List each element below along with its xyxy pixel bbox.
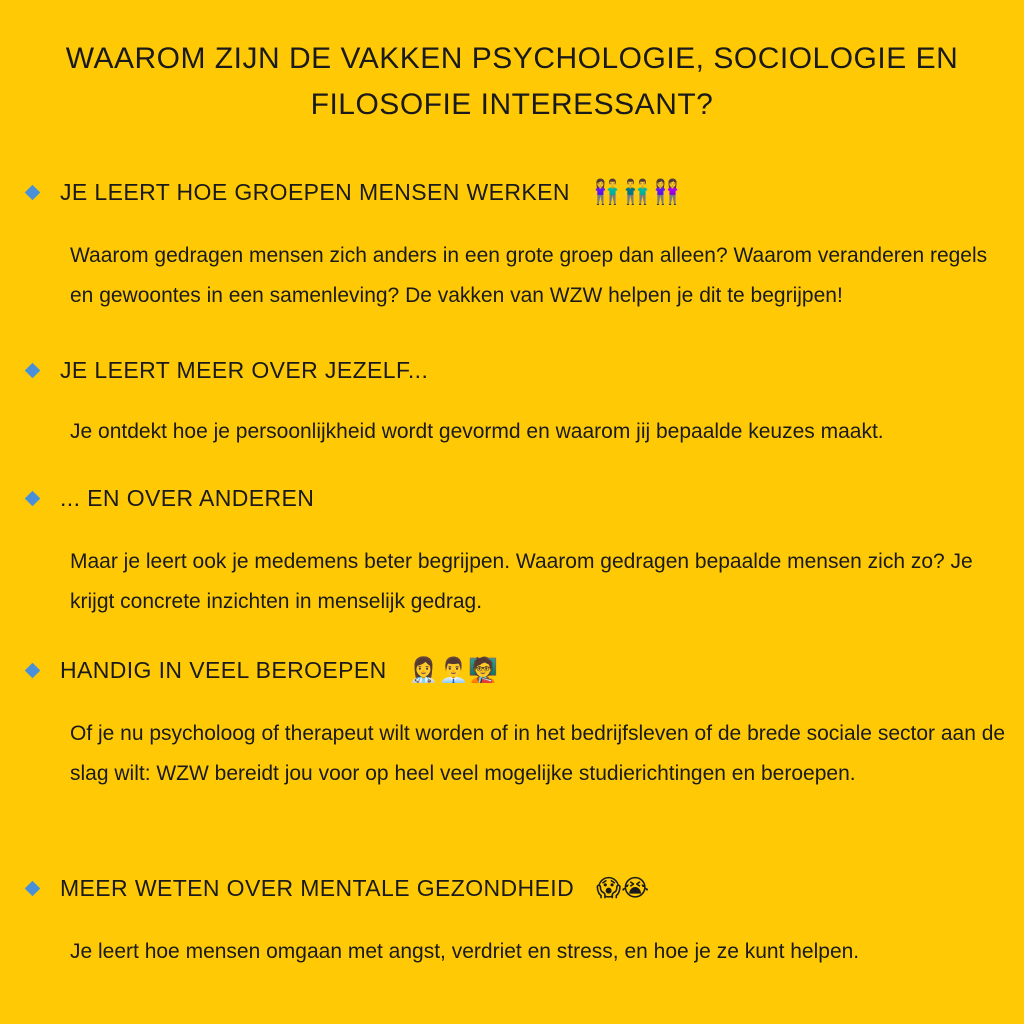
section-heading (24, 174, 682, 210)
heading-text: JE LEERT MEER OVER JEZELF... (60, 356, 429, 383)
page-title (0, 36, 1024, 128)
diamond-bullet-icon (25, 880, 41, 896)
section-heading (24, 652, 498, 688)
heading-text: JE LEERT HOE GROEPEN MENSEN WERKEN (60, 178, 570, 205)
section-text: Je leert hoe mensen omgaan met angst, verdriet en stress, en hoe je ze kunt helpen. (70, 940, 860, 963)
section-text: Of je nu psycholoog of therapeut wilt worden of in het bedrijfsleven of de brede sociale sector aan de slag wilt: WZW bereidt jou voor op heel veel mogelijke studierichtingen en beroepen. (70, 722, 1006, 785)
diamond-bullet-icon (25, 184, 41, 200)
section-text: Maar je leert ook je medemens beter begrijpen. Waarom gedragen bepaalde mensen zich zo? Je krijgt concrete inzichten in menselijk gedrag. (70, 550, 973, 613)
section-text: Waarom gedragen mensen zich anders in een grote groep dan alleen? Waarom veranderen regels en gewoontes in een samenleving? De vakken van WZW helpen je dit te begrijpen! (70, 244, 988, 307)
title-line-1: WAAROM ZIJN DE VAKKEN PSYCHOLOGIE, SOCIOLOGIE EN (65, 42, 959, 75)
diamond-bullet-icon (25, 662, 41, 678)
professions-icon: 👩‍⚕️👨‍💼🧑‍🏫 (408, 656, 499, 684)
heading-text: HANDIG IN VEEL BEROEPEN (60, 656, 387, 683)
section-heading (24, 870, 649, 906)
diamond-bullet-icon (25, 490, 41, 506)
title-line-2: FILOSOFIE INTERESSANT? (310, 88, 714, 121)
section-heading (24, 480, 314, 516)
diamond-bullet-icon (25, 362, 41, 378)
section-text: Je ontdekt hoe je persoonlijkheid wordt gevormd en waarom jij bepaalde keuzes maakt. (70, 420, 884, 443)
heading-text: ... EN OVER ANDEREN (60, 484, 315, 511)
people-group-icon: 👫👬👭 (591, 178, 682, 206)
section-heading (24, 352, 428, 388)
scared-crying-faces-icon: 😱😭 (596, 874, 650, 902)
heading-text: MEER WETEN OVER MENTALE GEZONDHEID (60, 874, 575, 901)
